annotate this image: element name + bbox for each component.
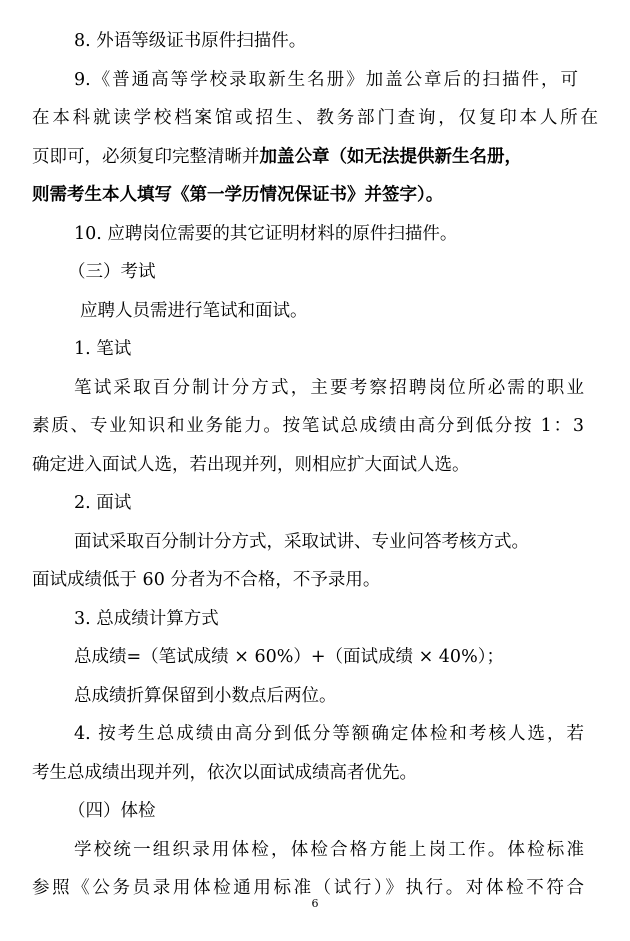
item-9-continued-line-2	[32, 146, 598, 168]
text-span: 确定进入面试人选，若出现并列，则相应扩大面试人选。	[32, 455, 470, 475]
text-span: 在本科就读学校档案馆或招生、教务部门查询，仅复印本人所在	[32, 108, 598, 128]
text-span: 面试采取百分制计分方式，采取试讲、专业问答考核方式。	[74, 532, 529, 552]
page-number: 6	[311, 897, 319, 910]
text-span: 面试成绩低于 60 分者为不合格，不予录用。	[32, 570, 381, 590]
subheading-total-score	[74, 608, 630, 630]
item-10-other-materials	[74, 223, 630, 245]
exam-intro	[80, 300, 630, 322]
text-span: 则需考生本人填写《第一学历情况保证书》并签字）。	[32, 185, 444, 205]
text-span: 素质、专业知识和业务能力。按笔试总成绩由高分到低分按 1：3	[32, 416, 584, 436]
item-8-foreign-language-certificate	[74, 30, 630, 52]
bold-official-seal-text: 加盖公章（如无法提供新生名册，	[259, 147, 522, 167]
item-9-admission-roster	[74, 69, 578, 91]
written-test-para-line-2	[32, 415, 584, 437]
text-span: 总成绩=（笔试成绩 × 60%）+（面试成绩 × 40%）；	[74, 647, 504, 667]
item-4-ranking-line-1	[74, 723, 584, 745]
total-score-rounding	[74, 685, 630, 707]
text-span: 总成绩折算保留到小数点后两位。	[74, 686, 337, 706]
text-span: 8. 外语等级证书原件扫描件。	[74, 31, 307, 51]
total-score-formula	[74, 646, 630, 668]
text-span: 2. 面试	[74, 493, 132, 513]
section-heading-physical-exam	[68, 800, 630, 822]
written-test-para-line-3	[32, 454, 598, 476]
item-9-continued-line-3-bold	[32, 184, 598, 206]
text-span: 应聘人员需进行笔试和面试。	[80, 301, 308, 321]
text-span: 笔试采取百分制计分方式，主要考察招聘岗位所必需的职业	[74, 378, 584, 398]
text-span: 学校统一组织录用体检，体检合格方能上岗工作。体检标准	[74, 840, 584, 860]
text-span: （三）考试	[68, 262, 156, 282]
text-span: 9.《普通高等学校录取新生名册》加盖公章后的扫描件，可	[74, 70, 578, 90]
text-span: （四）体检	[68, 801, 156, 821]
text-span: 10. 应聘岗位需要的其它证明材料的原件扫描件。	[74, 224, 458, 244]
written-test-para-line-1	[74, 377, 584, 399]
subheading-written-test	[74, 338, 630, 360]
text-span: 参照《公务员录用体检通用标准（试行）》执行。对体检不符合	[32, 878, 584, 898]
text-span: 考生总成绩出现并列，依次以面试成绩高者优先。	[32, 763, 417, 783]
physical-exam-para-line-2	[32, 877, 584, 899]
text-span: 1. 笔试	[74, 339, 132, 359]
text-span: 4. 按考生总成绩由高分到低分等额确定体检和考核人选，若	[74, 724, 584, 744]
section-heading-exam	[68, 261, 630, 283]
interview-para-line-1	[74, 531, 630, 553]
subheading-interview	[74, 492, 630, 514]
interview-para-line-2	[32, 569, 598, 591]
item-9-continued-line-1	[32, 107, 598, 129]
text-span: 页即可，必须复印完整清晰并	[32, 147, 260, 167]
physical-exam-para-line-1	[74, 839, 584, 861]
item-4-ranking-line-2	[32, 762, 598, 784]
text-span: 3. 总成绩计算方式	[74, 609, 219, 629]
